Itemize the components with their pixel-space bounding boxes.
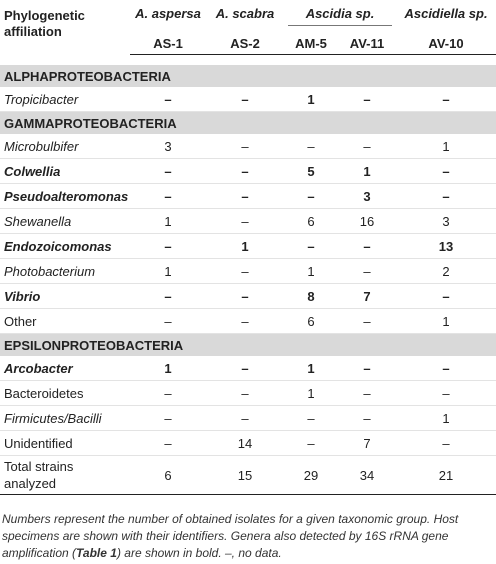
host-label: A. aspersa	[135, 6, 201, 21]
isolate-count: 1	[130, 209, 206, 234]
table-row	[0, 456, 496, 495]
taxon-name: Shewanella	[0, 209, 130, 234]
isolate-count: –	[284, 134, 338, 159]
isolate-count: 13	[396, 234, 496, 259]
table-footnote	[2, 511, 492, 562]
header-row-hosts	[0, 0, 496, 32]
isolate-count: –	[130, 309, 206, 334]
isolate-count: 1	[338, 159, 396, 184]
isolate-count: –	[396, 284, 496, 309]
isolate-count: –	[206, 406, 284, 431]
isolate-count: –	[130, 431, 206, 456]
isolate-count: –	[396, 381, 496, 406]
isolate-count: –	[206, 209, 284, 234]
isolate-count: 7	[338, 431, 396, 456]
section-row	[0, 65, 496, 87]
isolate-count: –	[338, 309, 396, 334]
table-body	[0, 55, 496, 495]
isolate-count: 1	[284, 259, 338, 284]
isolate-count: –	[130, 87, 206, 112]
isolate-count: –	[206, 356, 284, 381]
isolate-count: 1	[206, 234, 284, 259]
isolate-count: –	[396, 87, 496, 112]
isolate-count: –	[130, 284, 206, 309]
isolate-count: –	[206, 159, 284, 184]
footnote-text: ) are shown in bold. –, no data.	[116, 546, 282, 560]
taxon-name: Photobacterium	[0, 259, 130, 284]
taxon-name: Microbulbifer	[0, 134, 130, 159]
isolate-count: 21	[396, 456, 496, 495]
header-host-ascidiella	[396, 0, 496, 32]
table-row	[0, 309, 496, 334]
isolate-count: 3	[338, 184, 396, 209]
header-id: AV-10	[396, 32, 496, 55]
header-host-ascidia	[284, 0, 396, 32]
isolate-count: 6	[130, 456, 206, 495]
isolate-count: 3	[130, 134, 206, 159]
table-row	[0, 87, 496, 112]
isolate-count: 34	[338, 456, 396, 495]
isolate-count: –	[338, 134, 396, 159]
table-row	[0, 284, 496, 309]
isolate-count: –	[130, 381, 206, 406]
isolate-count: 1	[130, 259, 206, 284]
isolate-count: –	[130, 406, 206, 431]
host-label: A. scabra	[215, 6, 275, 21]
isolate-count: 5	[284, 159, 338, 184]
isolate-count: –	[338, 381, 396, 406]
taxon-name: Arcobacter	[0, 356, 130, 381]
header-host-a-scabra	[206, 0, 284, 32]
taxon-name: Tropicibacter	[0, 87, 130, 112]
header-id: AV-11	[338, 32, 396, 55]
taxon-name: Firmicutes/Bacilli	[0, 406, 130, 431]
isolate-count: 3	[396, 209, 496, 234]
section-title: EPSILONPROTEOBACTERIA	[0, 334, 496, 357]
isolate-count: 1	[396, 406, 496, 431]
isolate-count: 1	[284, 356, 338, 381]
taxon-name: Colwellia	[0, 159, 130, 184]
table-row	[0, 431, 496, 456]
isolate-count: –	[338, 356, 396, 381]
table-row	[0, 234, 496, 259]
footnote-text: Numbers represent the number of obtained isolates for a given taxonomic group. Host specimens are shown with their identifiers. Genera also detected by 16S rRNA gene amplification (	[2, 512, 459, 560]
section-title: GAMMAPROTEOBACTERIA	[0, 112, 496, 135]
isolate-count: –	[130, 184, 206, 209]
isolate-count: –	[206, 134, 284, 159]
isolate-count: –	[206, 184, 284, 209]
isolate-count: 1	[284, 87, 338, 112]
section-title: ALPHAPROTEOBACTERIA	[0, 65, 496, 87]
isolate-count: –	[130, 234, 206, 259]
isolate-count: 14	[206, 431, 284, 456]
table-row	[0, 381, 496, 406]
host-label: Ascidiella sp.	[404, 6, 488, 21]
isolate-count: 6	[284, 309, 338, 334]
isolate-count: –	[338, 259, 396, 284]
taxon-name: Total strains analyzed	[0, 456, 130, 495]
taxon-name: Pseudoalteromonas	[0, 184, 130, 209]
isolate-count: –	[338, 87, 396, 112]
isolate-count: –	[130, 159, 206, 184]
isolate-count: –	[284, 234, 338, 259]
isolate-count: 1	[130, 356, 206, 381]
table-row	[0, 406, 496, 431]
table-row	[0, 134, 496, 159]
isolate-count: 15	[206, 456, 284, 495]
isolate-count: 2	[396, 259, 496, 284]
table-row	[0, 356, 496, 381]
isolate-count: –	[396, 431, 496, 456]
table-row	[0, 259, 496, 284]
taxon-name: Unidentified	[0, 431, 130, 456]
footnote-table-ref[interactable]: Table 1	[76, 546, 117, 560]
header-id: AM-5	[284, 32, 338, 55]
isolate-count: –	[206, 381, 284, 406]
table-row	[0, 184, 496, 209]
isolate-count: –	[206, 309, 284, 334]
section-row	[0, 334, 496, 357]
isolate-count: –	[396, 356, 496, 381]
header-phylogenetic-affiliation: Phylogenetic affiliation	[4, 8, 85, 39]
section-row	[0, 112, 496, 135]
taxon-name: Bacteroidetes	[0, 381, 130, 406]
isolate-count: –	[284, 184, 338, 209]
isolate-count: –	[206, 259, 284, 284]
isolate-count: 1	[396, 134, 496, 159]
isolate-count: –	[284, 431, 338, 456]
header-id: AS-2	[206, 32, 284, 55]
isolate-count: 1	[284, 381, 338, 406]
taxon-name: Vibrio	[0, 284, 130, 309]
header-host-a-aspersa	[130, 0, 206, 32]
table-row	[0, 159, 496, 184]
isolate-count: 1	[396, 309, 496, 334]
host-label: Ascidia sp.	[305, 6, 375, 21]
isolate-count: 7	[338, 284, 396, 309]
isolate-count: 29	[284, 456, 338, 495]
isolate-count: 6	[284, 209, 338, 234]
isolate-count: 16	[338, 209, 396, 234]
taxon-name: Endozoicomonas	[0, 234, 130, 259]
isolate-count: –	[396, 184, 496, 209]
isolate-count: –	[206, 87, 284, 112]
isolate-count: –	[338, 234, 396, 259]
taxon-name: Other	[0, 309, 130, 334]
isolate-count: 8	[284, 284, 338, 309]
header-id: AS-1	[130, 32, 206, 55]
isolate-count: –	[338, 406, 396, 431]
isolate-count: –	[284, 406, 338, 431]
table-row	[0, 209, 496, 234]
isolate-count: –	[396, 159, 496, 184]
isolate-count: –	[206, 284, 284, 309]
